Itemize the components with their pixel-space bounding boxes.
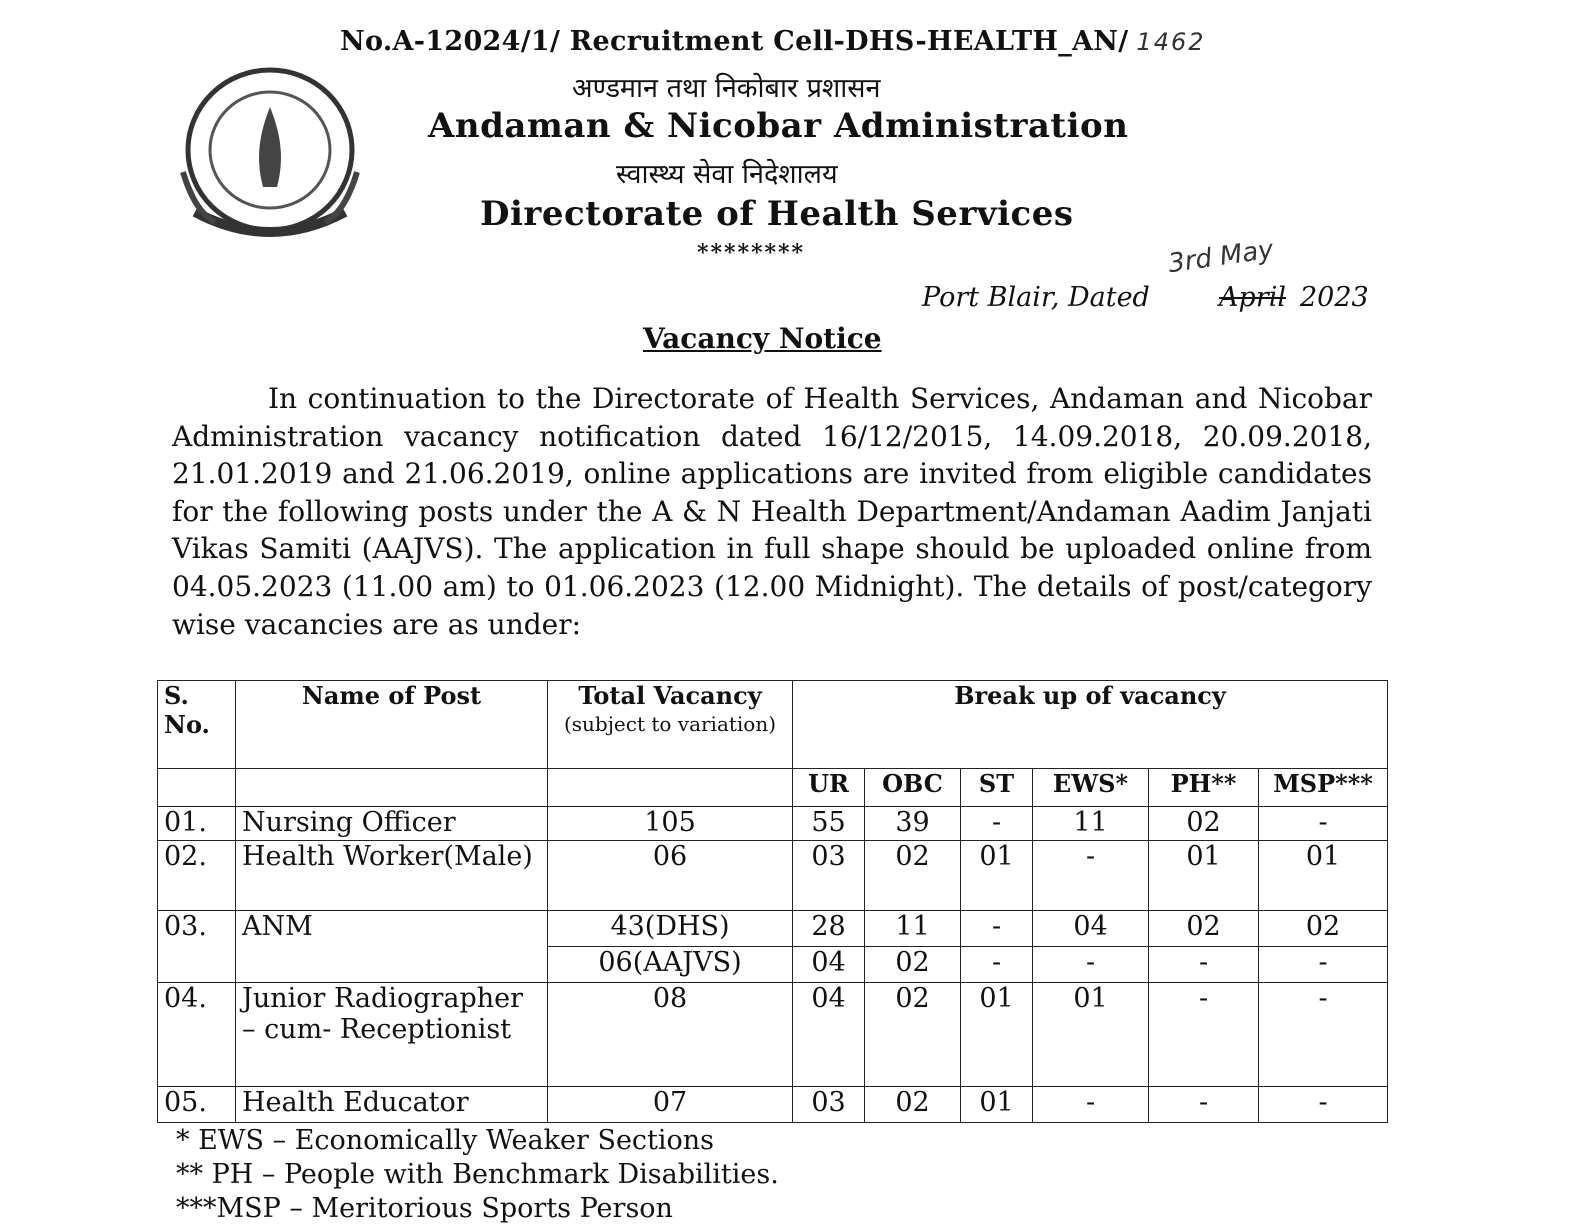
header-sno: S. No. (158, 681, 236, 769)
footnote-msp: ***MSP – Meritorious Sports Person (176, 1193, 673, 1224)
row-total: 06(AAJVS) (548, 947, 793, 983)
table-row (158, 911, 1388, 947)
row-obc: 02 (865, 947, 961, 983)
header-post-blank (236, 769, 548, 807)
row-ews: - (1033, 947, 1149, 983)
row-post: Nursing Officer (236, 807, 548, 841)
row-ur: 04 (793, 947, 865, 983)
header-total (548, 681, 793, 769)
row-ph: 02 (1149, 911, 1259, 947)
row-sno: 05. (158, 1087, 236, 1123)
row-st: 01 (961, 841, 1033, 911)
row-msp: 01 (1259, 841, 1388, 911)
row-msp: - (1259, 983, 1388, 1087)
row-msp: 02 (1259, 911, 1388, 947)
row-sno: 01. (158, 807, 236, 841)
ref-no-text: No.A-12024/1/ Recruitment Cell-DHS-HEALTH_AN/ (340, 26, 1129, 57)
row-obc: 39 (865, 807, 961, 841)
hindi-dept-name: स्वास्थ्य सेवा निदेशालय (616, 159, 838, 190)
header-cat-ph: PH** (1149, 769, 1259, 807)
row-sno: 04. (158, 983, 236, 1087)
row-sno: 02. (158, 841, 236, 911)
row-ur: 28 (793, 911, 865, 947)
row-obc: 02 (865, 841, 961, 911)
dated-label: Port Blair, Dated (922, 282, 1150, 313)
row-st: 01 (961, 983, 1033, 1087)
row-msp: - (1259, 1087, 1388, 1123)
department-name: Directorate of Health Services (480, 194, 1074, 234)
row-ph: - (1149, 947, 1259, 983)
table-row (158, 1087, 1388, 1123)
row-total: 08 (548, 983, 793, 1087)
row-post: ANM (236, 911, 548, 983)
table-row (158, 983, 1388, 1087)
row-ph: - (1149, 1087, 1259, 1123)
header-total-sub: (subject to variation) (563, 712, 777, 736)
row-st: 01 (961, 1087, 1033, 1123)
reference-number (340, 26, 1206, 57)
row-ur: 04 (793, 983, 865, 1087)
table-row (158, 841, 1388, 911)
row-ur: 03 (793, 841, 865, 911)
row-st: - (961, 807, 1033, 841)
dated-line (922, 282, 1369, 313)
row-ews: - (1033, 841, 1149, 911)
date-year: 2023 (1300, 282, 1369, 313)
row-sno: 03. (158, 911, 236, 983)
row-post: Health Worker(Male) (236, 841, 548, 911)
footnotes (176, 1124, 779, 1226)
row-ur: 55 (793, 807, 865, 841)
header-sno-blank (158, 769, 236, 807)
row-msp: - (1259, 947, 1388, 983)
row-ews: - (1033, 1087, 1149, 1123)
administration-name: Andaman & Nicobar Administration (428, 106, 1129, 146)
row-msp: - (1259, 807, 1388, 841)
row-obc: 11 (865, 911, 961, 947)
row-total: 105 (548, 807, 793, 841)
header-cat-msp: MSP*** (1259, 769, 1388, 807)
row-total: 43(DHS) (548, 911, 793, 947)
row-obc: 02 (865, 1087, 961, 1123)
header-breakup: Break up of vacancy (793, 681, 1388, 769)
header-cat-ews: EWS* (1033, 769, 1149, 807)
footnote-ph: ** PH – People with Benchmark Disabilities. (176, 1159, 779, 1190)
struck-month: April (1219, 282, 1286, 313)
table-row (158, 807, 1388, 841)
row-ur: 03 (793, 1087, 865, 1123)
row-total: 06 (548, 841, 793, 911)
header-total-blank (548, 769, 793, 807)
handwritten-date: 3rd May (1166, 234, 1276, 280)
row-post: Health Educator (236, 1087, 548, 1123)
header-cat-obc: OBC (865, 769, 961, 807)
row-st: - (961, 911, 1033, 947)
separator-stars: ******** (697, 240, 806, 266)
ref-handwritten-number: 1462 (1136, 28, 1206, 56)
footnote-ews: * EWS – Economically Weaker Sections (176, 1125, 715, 1156)
hindi-admin-name: अण्डमान तथा निकोबार प्रशासन (572, 73, 881, 104)
row-total: 07 (548, 1087, 793, 1123)
row-ews: 01 (1033, 983, 1149, 1087)
header-cat-ur: UR (793, 769, 865, 807)
row-post: Junior Radiographer – cum- Receptionist (236, 983, 548, 1087)
administration-seal (175, 62, 365, 242)
header-cat-st: ST (961, 769, 1033, 807)
notice-title: Vacancy Notice (643, 322, 882, 355)
row-ph: 02 (1149, 807, 1259, 841)
row-obc: 02 (865, 983, 961, 1087)
row-st: - (961, 947, 1033, 983)
header-post: Name of Post (236, 681, 548, 769)
vacancy-table (157, 680, 1388, 1123)
row-ews: 11 (1033, 807, 1149, 841)
notice-paragraph: In continuation to the Directorate of Health Services, Andaman and Nicobar Administration vacancy notification dated 16/12/2015, 14.09.2018, 20.09.2018, 21.01.2019 and 21.06.2019, online applications are invited from eligible candidates for the following posts under the A & N Health Department/Andaman Aadim Janjati Vikas Samiti (AAJVS). The application in full shape should be uploaded online from 04.05.2023 (11.00 am) to 01.06.2023 (12.00 Midnight). The details of post/category wise vacancies are as under: (172, 382, 1372, 641)
row-ews: 04 (1033, 911, 1149, 947)
row-ph: - (1149, 983, 1259, 1087)
row-ph: 01 (1149, 841, 1259, 911)
header-total-label: Total Vacancy (578, 681, 762, 710)
